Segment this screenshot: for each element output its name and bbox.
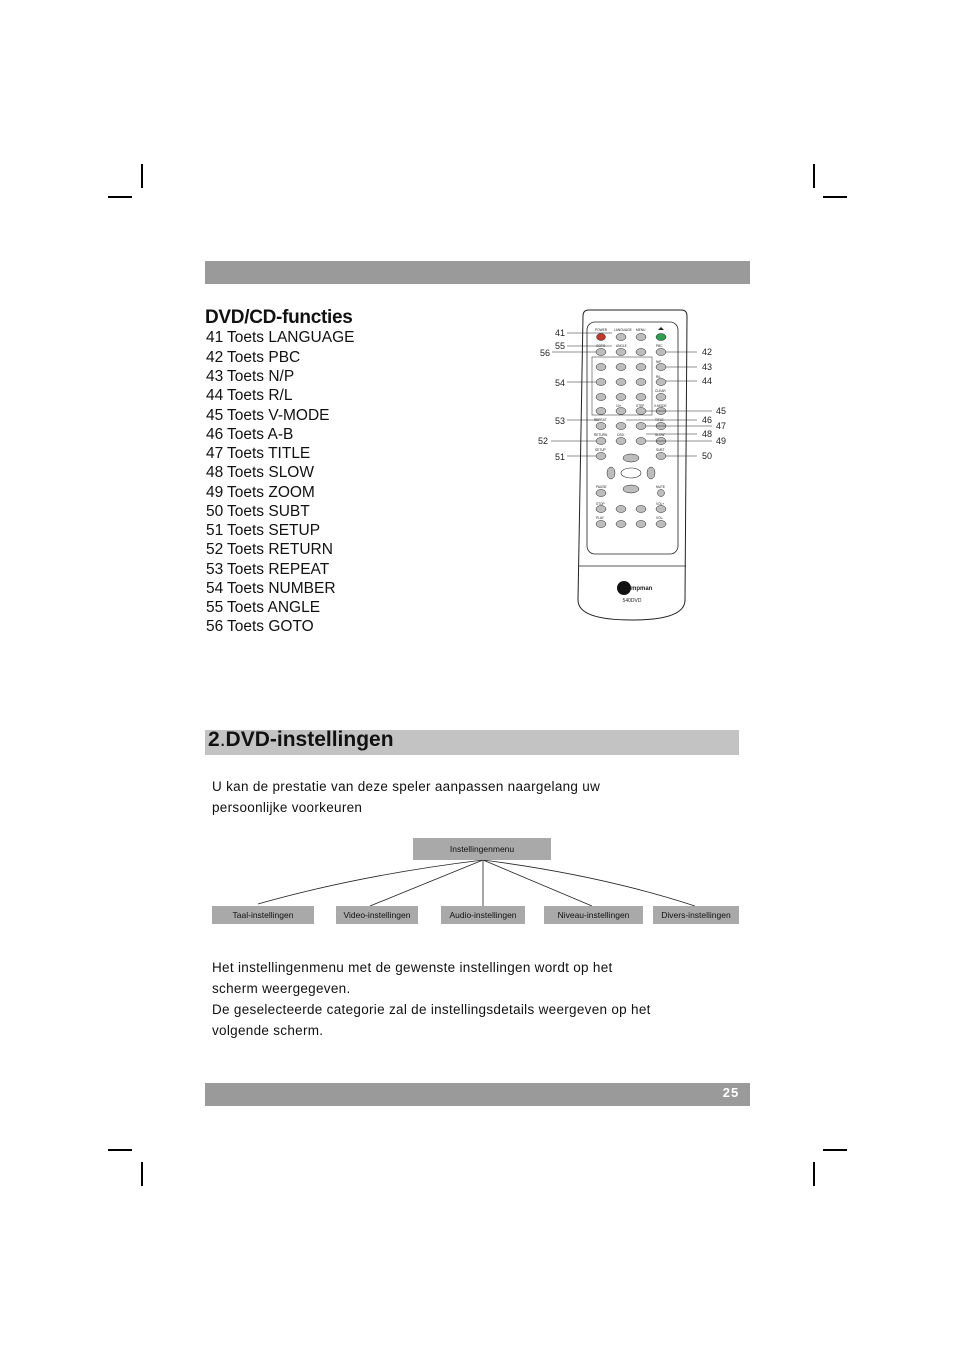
item-label: Toets PBC xyxy=(227,349,301,366)
callout-label: 48 xyxy=(702,429,713,439)
button-label: STOP xyxy=(596,502,605,506)
list-item xyxy=(206,426,293,444)
callout-label: 51 xyxy=(555,452,566,462)
remote-button xyxy=(596,453,606,460)
item-label: Toets SLOW xyxy=(227,464,314,481)
list-item xyxy=(206,599,320,617)
item-number: 48 xyxy=(206,464,224,481)
crop-mark xyxy=(823,196,847,198)
remote-button xyxy=(596,423,606,430)
remote-button xyxy=(636,423,646,430)
remote-button xyxy=(616,334,626,341)
button-label: OSD xyxy=(617,433,624,437)
button-label: R/L xyxy=(656,375,661,379)
list-item xyxy=(206,445,310,463)
item-label: Toets SETUP xyxy=(227,522,321,539)
remote-button xyxy=(636,408,646,415)
remote-button xyxy=(656,506,666,513)
item-number: 43 xyxy=(206,368,224,385)
button-label: VOL- xyxy=(656,516,664,520)
list-item xyxy=(206,464,314,482)
remote-button xyxy=(656,379,666,386)
menu-child-box: Taal-instellingen xyxy=(212,906,314,924)
remote-button xyxy=(616,379,626,386)
item-number: 53 xyxy=(206,561,224,578)
power-button xyxy=(597,334,606,341)
crop-mark xyxy=(141,164,143,188)
crop-mark xyxy=(141,1162,143,1186)
remote-button xyxy=(636,334,646,341)
item-label: Toets SUBT xyxy=(227,503,310,520)
item-number: 49 xyxy=(206,484,224,501)
button-label: CLEAR xyxy=(655,389,666,393)
item-label: Toets N/P xyxy=(227,368,295,385)
crop-mark xyxy=(108,1149,132,1151)
remote-button xyxy=(656,521,666,528)
callout-label: 52 xyxy=(538,436,549,446)
button-label: TITLE xyxy=(655,418,664,422)
button-label: PAUSE xyxy=(596,485,607,489)
remote-button xyxy=(656,364,666,371)
header-bar xyxy=(205,261,750,284)
callout-label: 43 xyxy=(702,362,713,372)
menu-child-box: Divers-instellingen xyxy=(653,906,739,924)
remote-button xyxy=(616,506,626,513)
list-item xyxy=(206,368,294,386)
remote-button xyxy=(656,453,666,460)
enter-button xyxy=(621,468,641,478)
remote-button xyxy=(616,349,626,356)
crop-mark xyxy=(813,1162,815,1186)
item-label: Toets GOTO xyxy=(227,618,314,635)
button-label: MENU xyxy=(636,328,646,332)
item-label: Toets LANGUAGE xyxy=(227,329,355,346)
remote-button xyxy=(596,438,606,445)
item-number: 47 xyxy=(206,445,224,462)
text-line: Het instellingenmenu met de gewenste instellingen wordt op het xyxy=(212,960,613,975)
button-label: V-MODE xyxy=(654,404,667,408)
list-item xyxy=(206,387,292,405)
remote-button xyxy=(636,521,646,528)
section-heading-text: DVD-instellingen xyxy=(225,728,394,751)
remote-button xyxy=(616,423,626,430)
brand-name: mpman xyxy=(631,586,653,592)
text-line: U kan de prestatie van deze speler aanpassen naargelang uw xyxy=(212,779,601,794)
item-number: 46 xyxy=(206,426,224,443)
button-label: N/P xyxy=(656,360,662,364)
menu-child-box: Niveau-instellingen xyxy=(544,906,643,924)
button-label: 10+ xyxy=(616,404,622,408)
remote-control-illustration xyxy=(530,300,730,630)
nav-down-button xyxy=(623,485,639,493)
model-label: 540DVD xyxy=(622,598,642,604)
list-item xyxy=(206,561,329,579)
callout-label: 49 xyxy=(716,436,727,446)
nav-right-button xyxy=(647,467,655,479)
section-title: DVD/CD-functies xyxy=(205,307,353,328)
nav-up-button xyxy=(623,454,639,462)
remote-button xyxy=(616,521,626,528)
remote-button xyxy=(596,506,606,513)
remote-button xyxy=(636,394,646,401)
diagram-connectors xyxy=(200,855,750,910)
list-item xyxy=(206,580,336,598)
remote-button xyxy=(596,408,606,415)
item-number: 41 xyxy=(206,329,224,346)
item-number: 54 xyxy=(206,580,224,597)
body-paragraph xyxy=(212,957,651,1041)
item-label: Toets A-B xyxy=(227,426,294,443)
remote-button xyxy=(596,349,606,356)
list-item xyxy=(206,349,300,367)
section-separator: . xyxy=(219,728,226,751)
remote-button xyxy=(596,379,606,386)
callout-label: 54 xyxy=(555,378,566,388)
button-label: GOTO xyxy=(596,344,606,348)
item-number: 45 xyxy=(206,407,224,424)
item-label: Toets NUMBER xyxy=(227,580,336,597)
list-item xyxy=(206,407,330,425)
footer-bar xyxy=(205,1083,750,1106)
section-heading xyxy=(208,728,394,752)
section-number: 2 xyxy=(208,728,220,751)
remote-button xyxy=(616,364,626,371)
menu-child-box: Audio-instellingen xyxy=(441,906,525,924)
button-label: SUBT xyxy=(656,448,665,452)
callout-label: 50 xyxy=(702,451,713,461)
button-label: VOL+ xyxy=(656,502,665,506)
callout-label: 56 xyxy=(540,348,551,358)
item-number: 55 xyxy=(206,599,224,616)
remote-button xyxy=(636,379,646,386)
eject-button xyxy=(656,334,666,341)
crop-mark xyxy=(108,196,132,198)
button-label: STEP xyxy=(636,404,645,408)
list-item xyxy=(206,503,310,521)
button-label: MUTE xyxy=(656,485,666,489)
button-label: RETURN xyxy=(594,433,608,437)
callout-label: 47 xyxy=(716,421,727,431)
button-label: LANGUAGE xyxy=(614,328,632,332)
list-item xyxy=(206,522,320,540)
item-label: Toets V-MODE xyxy=(227,407,330,424)
item-number: 52 xyxy=(206,541,224,558)
nav-left-button xyxy=(607,467,615,479)
button-label: PLAY xyxy=(596,516,604,520)
text-line: scherm weergegeven. xyxy=(212,981,351,996)
item-label: Toets R/L xyxy=(227,387,293,404)
remote-button xyxy=(636,364,646,371)
button-label: POWER xyxy=(595,328,608,332)
remote-button xyxy=(616,438,626,445)
intro-paragraph xyxy=(212,776,600,818)
item-number: 50 xyxy=(206,503,224,520)
item-label: Toets TITLE xyxy=(227,445,311,462)
item-number: 44 xyxy=(206,387,224,404)
remote-button xyxy=(636,438,646,445)
brand-logo xyxy=(617,581,631,595)
item-number: 51 xyxy=(206,522,224,539)
button-label: REPEAT xyxy=(594,418,607,422)
item-number: 56 xyxy=(206,618,224,635)
callout-label: 55 xyxy=(555,341,566,351)
callout-label: 42 xyxy=(702,347,713,357)
remote-button xyxy=(636,349,646,356)
list-item xyxy=(206,541,333,559)
remote-button xyxy=(616,394,626,401)
item-label: Toets ANGLE xyxy=(227,599,321,616)
button-label: SETUP xyxy=(595,448,606,452)
remote-button xyxy=(596,521,606,528)
callout-label: 44 xyxy=(702,376,713,386)
list-item xyxy=(206,618,314,636)
item-label: Toets RETURN xyxy=(227,541,333,558)
button-label: ANGLE xyxy=(616,344,627,348)
button-label: PBC xyxy=(656,344,663,348)
remote-button xyxy=(596,364,606,371)
item-label: Toets ZOOM xyxy=(227,484,315,501)
remote-button xyxy=(658,490,665,497)
remote-button xyxy=(596,394,606,401)
item-number: 42 xyxy=(206,349,224,366)
callout-label: 45 xyxy=(716,406,727,416)
text-line: De geselecteerde categorie zal de instellingsdetails weergeven op het xyxy=(212,1002,651,1017)
callout-label: 46 xyxy=(702,415,713,425)
text-line: persoonlijke voorkeuren xyxy=(212,800,363,815)
remote-button xyxy=(636,506,646,513)
menu-child-box: Video-instellingen xyxy=(336,906,418,924)
remote-button xyxy=(616,408,626,415)
page-number: 25 xyxy=(722,1085,740,1100)
callout-label: 41 xyxy=(555,328,566,338)
remote-button xyxy=(656,394,666,401)
text-line: volgende scherm. xyxy=(212,1023,324,1038)
button-label: SLOW xyxy=(655,433,665,437)
item-label: Toets REPEAT xyxy=(227,561,330,578)
crop-mark xyxy=(823,1149,847,1151)
remote-button xyxy=(596,490,606,497)
list-item xyxy=(206,484,315,502)
list-item xyxy=(206,329,355,347)
callout-label: 53 xyxy=(555,416,566,426)
remote-button xyxy=(656,349,666,356)
menu-root-box: Instellingenmenu xyxy=(413,838,551,860)
crop-mark xyxy=(813,164,815,188)
